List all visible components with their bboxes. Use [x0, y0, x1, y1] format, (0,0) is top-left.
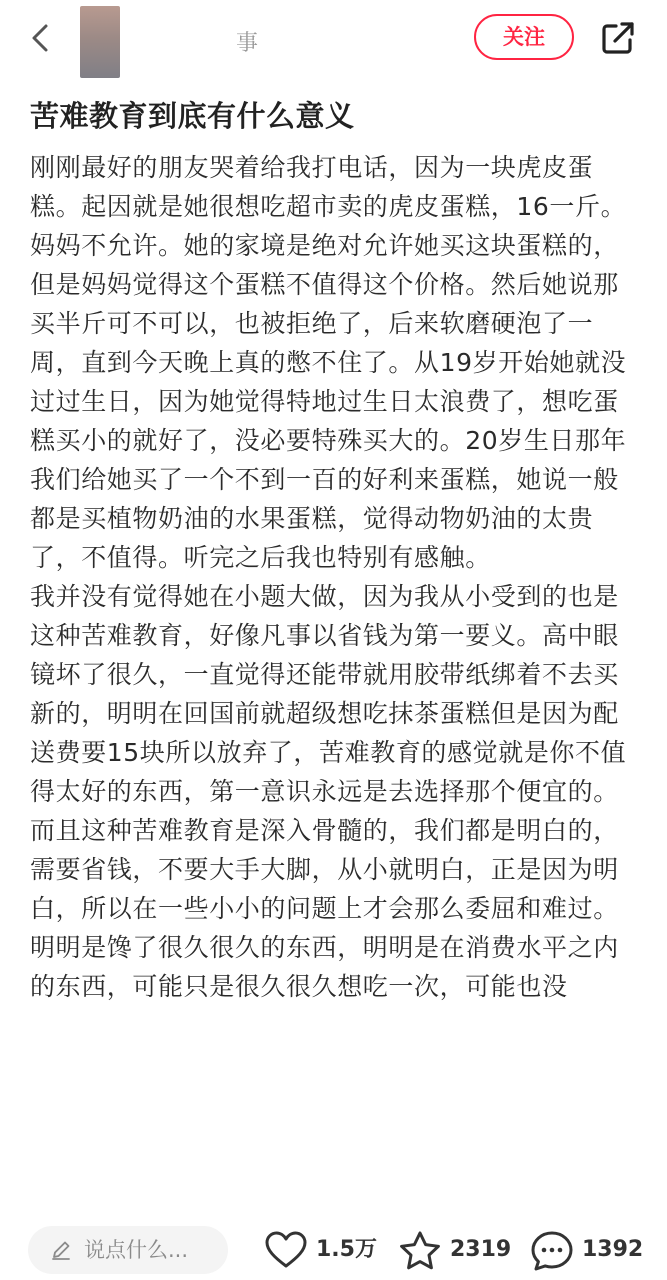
comment-button[interactable] — [530, 1226, 642, 1274]
share-icon — [598, 18, 638, 58]
like-button[interactable] — [264, 1226, 376, 1274]
follow-button[interactable]: 关注 — [474, 14, 574, 60]
note-content — [30, 94, 642, 1200]
engagement-bar — [0, 1196, 667, 1280]
post-title: 苦难教育到底有什么意义 — [30, 99, 355, 133]
post-paragraph: 刚刚最好的朋友哭着给我打电话，因为一块虎皮蛋糕。起因就是她很想吃超市卖的虎皮蛋糕，16一斤。妈妈不允许。她的家境是绝对允许她买这块蛋糕的，但是妈妈觉得这个蛋糕不值得这个价格。然后她说那买半斤可不可以，也被拒绝了，后来软磨硬泡了一周，直到今天晚上真的憋不住了。从19岁开始她就没过过生日，因为她觉得特地过生日太浪费了，想吃蛋糕买小的就好了，没必要特殊买大的。20岁生日那年我们给她买了一个不到一百的好利来蛋糕，她说一般都是买植物奶油的水果蛋糕，觉得动物奶油的太贵了，不值得。听完之后我也特别有感触。 — [30, 153, 627, 572]
collect-count: 2319 — [450, 1237, 512, 1262]
comment-placeholder: 说点什么... — [84, 1238, 189, 1262]
top-bar — [0, 0, 667, 84]
heart-icon — [264, 1230, 308, 1270]
pencil-icon — [50, 1239, 72, 1261]
comment-bubble-icon — [530, 1230, 574, 1272]
comment-input[interactable] — [28, 1226, 228, 1274]
post-paragraph: 我并没有觉得她在小题大做，因为我从小受到的也是这种苦难教育，好像凡事以省钱为第一要义。高中眼镜坏了很久，一直觉得还能带就用胶带纸绑着不去买新的，明明在回国前就超级想吃抹茶蛋糕但是因为配送费要15块所以放弃了，苦难教育的感觉就是你不值得太好的东西，第一意识永远是去选择那个便宜的。而且这种苦难教育是深入骨髓的，我们都是明白的，需要省钱，不要大手大脚，从小就明白，正是因为明白，所以在一些小小的问题上才会那么委屈和难过。明明是馋了很久很久的东西，明明是在消费水平之内的东西，可能只是很久很久想吃一次，可能也没 — [30, 582, 627, 1001]
star-icon — [398, 1230, 442, 1272]
comment-count: 1392 — [582, 1237, 644, 1262]
avatar[interactable] — [80, 6, 120, 78]
author-name[interactable]: 事 — [236, 31, 260, 56]
like-count: 1.5万 — [316, 1237, 377, 1262]
back-button[interactable] — [22, 18, 62, 58]
collect-button[interactable] — [398, 1226, 510, 1274]
share-button[interactable] — [598, 18, 638, 58]
chevron-left-icon — [22, 18, 62, 58]
